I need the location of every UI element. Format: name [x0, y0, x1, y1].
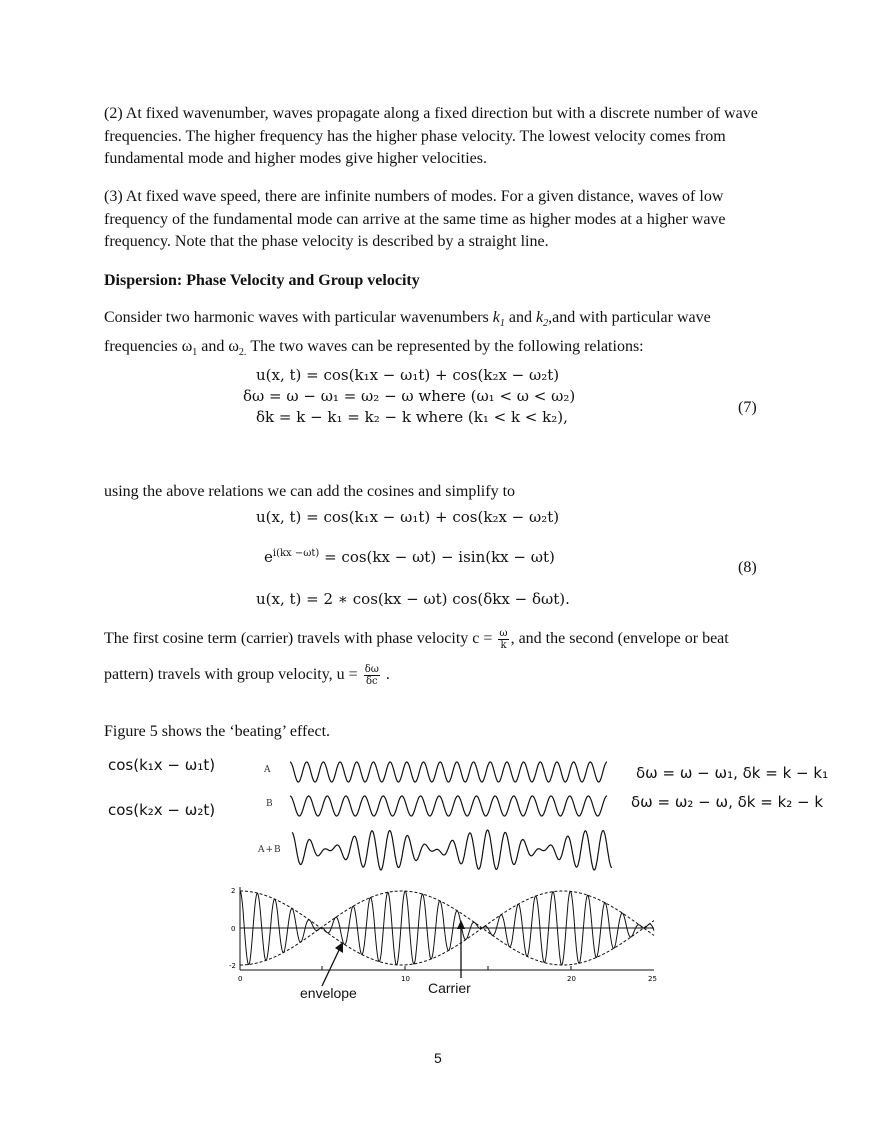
wave-b-formula: cos(k₂x − ω₂t)	[108, 801, 216, 819]
equation-7-line-2: δω = ω − ω₁ = ω₂ − ω where (ω₁ < ω < ω₂)	[243, 387, 576, 405]
equation-7-number: (7)	[738, 399, 757, 416]
group-velocity-line: pattern) travels with group velocity, u = $\frac{\delta\omega}{\delta c}$ .	[104, 664, 390, 687]
paragraph-intro: Consider two harmonic waves with particular wavenumbers $k_1$ and $k_2,and$ with particular wave frequencies $\omega_1$ and $\omega_{2.}$ The two waves can be represented by the following relations:	[104, 309, 711, 358]
x-tick-0: 0	[238, 975, 243, 983]
paragraph-fixed-wavenumber: (2) At fixed wavenumber, waves propagate along a fixed direction but with a discrete number of wave frequencies. The higher frequency has the higher phase velocity. The lowest velocity comes from fundamental mode and higher modes give higher velocities.	[104, 105, 758, 167]
wave-b-relations: δω = ω₂ − ω, δk = k₂ − k	[631, 793, 824, 811]
equation-8-line-2: $e^{i(kx -\omega t)} = \cos(kx - \omega t) - isin(kx - \omega t)$	[264, 548, 555, 566]
group-velocity-fraction: $\frac{\delta\omega}{\delta c}$	[364, 664, 379, 687]
equation-8-line-3: u(x, t) = 2 ∗ cos(kx − ωt) cos(δkx − δωt).	[256, 590, 570, 608]
paragraph-fixed-wave-speed: (3) At fixed wave speed, there are infinite numbers of modes. For a given distance, waves of low frequency of the fundamental mode can arrive at the same time as higher modes at a higher wave frequency. Note that the phase velocity is described by a straight line.	[104, 188, 726, 250]
wave-a-relations: δω = ω − ω₁, δk = k − k₁	[636, 764, 829, 782]
y-tick-2: 2	[231, 887, 236, 895]
y-tick-0: 0	[231, 925, 236, 933]
equation-7-line-1: u(x, t) = cos(k₁x − ω₁t) + cos(k₂x − ω₂t)	[256, 366, 560, 384]
equation-8-line-1: u(x, t) = cos(k₁x − ω₁t) + cos(k₂x − ω₂t)	[256, 508, 560, 526]
equation-7-line-3: δk = k − k₁ = k₂ − k where (k₁ < k < k₂),	[256, 408, 568, 426]
wave-a-formula: cos(k₁x − ω₁t)	[108, 756, 216, 774]
figure-caption: Figure 5 shows the ‘beating’ effect.	[104, 723, 331, 740]
y-tick-minus-2: -2	[229, 962, 236, 970]
wave-ab-tag: A+B	[258, 845, 282, 855]
section-heading: Dispersion: Phase Velocity and Group velocity	[104, 272, 420, 289]
envelope-arrow	[322, 948, 340, 986]
wave-b-tag: B	[266, 799, 274, 809]
x-tick-10: 10	[401, 975, 410, 983]
x-tick-25: 25	[648, 975, 657, 983]
equation-8-number: (8)	[738, 559, 757, 576]
carrier-annotation: Carrier	[428, 980, 471, 996]
x-tick-20: 20	[567, 975, 576, 983]
phase-velocity-fraction: $\frac{\omega}{k}$	[499, 628, 508, 651]
wave-a-tag: A	[264, 765, 272, 775]
carrier-arrow-head	[457, 920, 465, 929]
transition-text: using the above relations we can add the cosines and simplify to	[104, 483, 516, 500]
phase-velocity-line: The first cosine term (carrier) travels with phase velocity c = $\frac{\omega}{k}$ , and the second (envelope or beat	[104, 628, 729, 651]
envelope-annotation: envelope	[300, 985, 357, 1001]
page-number: 5	[434, 1050, 442, 1066]
